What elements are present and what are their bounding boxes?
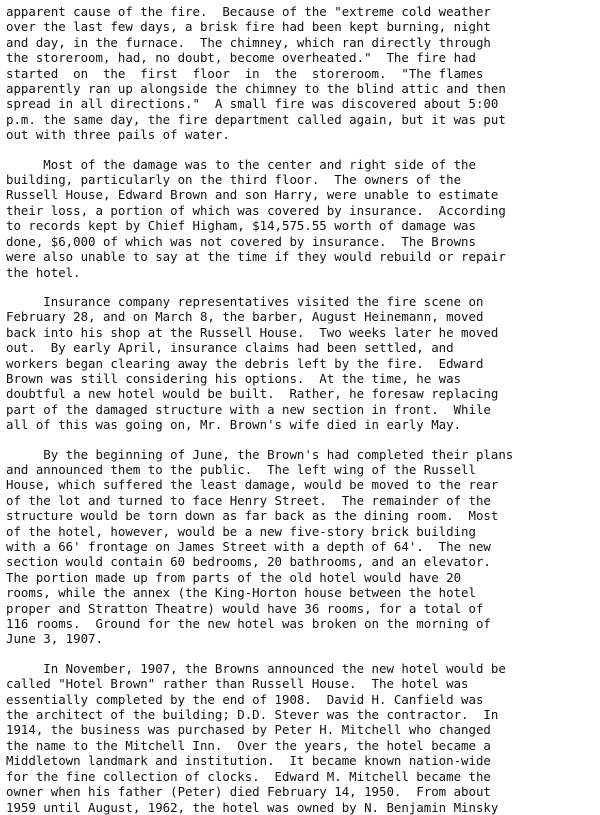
text-line: Insurance company representatives visited the fire scene on [6, 293, 484, 309]
text-line: rooms, while the annex (the King-Horton house between the hotel [6, 585, 476, 601]
text-line: out. By early April, insurance claims had been settled, and [6, 340, 454, 356]
text-line: the storeroom, had, no doubt, become overheated." The fire had [6, 50, 476, 66]
text-line: doubtful a new hotel would be built. Rather, he foresaw replacing [6, 386, 499, 402]
text-line: apparently ran up alongside the chimney to the blind attic and then [6, 81, 506, 97]
text-line: done, $6,000 of which was not covered by insurance. The Browns [6, 233, 476, 249]
text-line: with a 66' frontage on James Street with a depth of 64'. The new [6, 539, 491, 554]
text-line: spread in all directions." A small fire was discovered about 5:00 [6, 96, 499, 112]
text-line: Russell House, Edward Brown and son Harry, were unable to estimate [6, 187, 499, 203]
text-line: and day, in the furnace. The chimney, which ran directly through [6, 34, 491, 50]
text-line: 1914, the business was purchased by Peter H. Mitchell who changed [6, 722, 491, 738]
text-line: over the last few days, a brisk fire had been kept burning, night [6, 19, 491, 35]
text-line: all of this was going on, Mr. Brown's wife died in early May. [6, 417, 462, 433]
text-line: Brown was still considering his options. At the time, he was [6, 370, 462, 386]
text-line: February 28, and on March 8, the barber, August Heinemann, moved [6, 309, 484, 325]
text-line: proper and Stratton Theatre) would have 36 rooms, for a total of [6, 600, 484, 616]
text-line: of the lot and turned to face Henry Street. The remainder of the [6, 492, 491, 508]
text-line: building, particularly on the third floor. The owners of the [6, 172, 462, 188]
text-line: June 3, 1907. [6, 631, 103, 647]
text-line: The portion made up from parts of the old hotel would have 20 [6, 569, 462, 585]
text-line: out with three pails of water. [6, 127, 230, 143]
text-line: p.m. the same day, the fire department called again, but it was put [6, 111, 506, 127]
text-line: for the fine collection of clocks. Edward M. Mitchell became the [6, 768, 491, 784]
paragraph-5 [6, 661, 590, 815]
paragraph-2 [6, 157, 590, 280]
text-line: Middletown landmark and institution. It became known nation-wide [6, 753, 491, 769]
paragraph-3 [6, 294, 590, 433]
text-line: In November, 1907, the Browns announced the new hotel would be [6, 660, 506, 676]
text-line: apparent cause of the fire. Because of the "extreme cold weather [6, 4, 491, 19]
text-line: House, which suffered the least damage, would be moved to the rear [6, 477, 499, 493]
text-line: 1959 until August, 1962, the hotel was owned by N. Benjamin Minsky [6, 799, 499, 815]
text-line: the architect of the building; D.D. Stever was the contractor. In [6, 707, 499, 723]
text-line: the hotel. [6, 264, 81, 280]
text-line: were also unable to say at the time if they would rebuild or repair [6, 249, 506, 265]
text-line: of the hotel, however, would be a new five-story brick building [6, 523, 476, 539]
text-line: their loss, a portion of which was covered by insurance. According [6, 202, 506, 218]
text-line: and announced them to the public. The left wing of the Russell [6, 461, 476, 477]
text-line: Most of the damage was to the center and right side of the [6, 156, 476, 172]
text-line: the name to the Mitchell Inn. Over the years, the hotel became a [6, 737, 491, 753]
paragraph-4 [6, 447, 590, 647]
text-line: structure would be torn down as far back as the dining room. Most [6, 508, 499, 524]
text-line: workers began clearing away the debris left by the fire. Edward [6, 355, 484, 371]
text-line: to records kept by Chief Higham, $14,575.55 worth of damage was [6, 218, 476, 234]
text-line: started on the first floor in the storeroom. "The flames [6, 65, 484, 81]
text-line: essentially completed by the end of 1908. David H. Canfield was [6, 691, 484, 707]
text-line: 116 rooms. Ground for the new hotel was broken on the morning of [6, 616, 491, 632]
text-line: owner when his father (Peter) died February 14, 1950. From about [6, 784, 491, 800]
text-line: section would contain 60 bedrooms, 20 bathrooms, and an elevator. [6, 554, 491, 570]
text-line: By the beginning of June, the Brown's had completed their plans [6, 446, 514, 462]
text-line: called "Hotel Brown" rather than Russell House. The hotel was [6, 676, 469, 692]
paragraph-1 [6, 4, 590, 143]
text-line: part of the damaged structure with a new section in front. While [6, 401, 491, 417]
text-line: back into his shop at the Russell House. Two weeks later he moved [6, 324, 499, 340]
